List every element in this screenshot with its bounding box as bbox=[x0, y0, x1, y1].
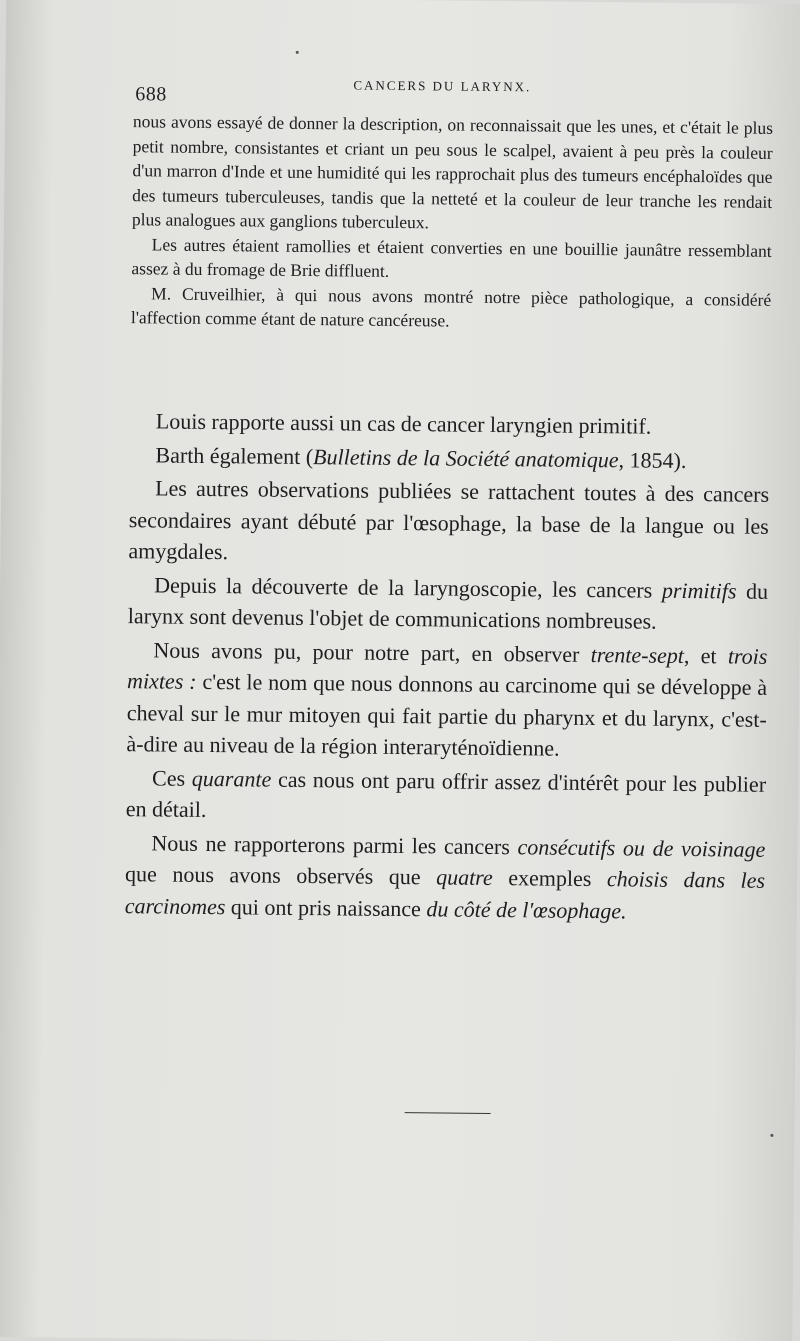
small-paragraph: nous avons essayé de donner la description, on reconnaissait que les unes, et c'était le plus petit nombre, consistantes et criant un peu sous le scalpel, avaient à peu près la couleur d'un marron d'Inde et une humidité qui les rapprochait plus des tumeurs encéphaloïdes que des tumeurs tuberculeuses, tandis que la netteté et la couleur de leur tranche les rendait plus analogues aux ganglions tuberculeux. bbox=[131, 111, 774, 233]
text-run: que nous avons observés que bbox=[124, 861, 437, 890]
ink-spot bbox=[770, 1134, 773, 1137]
small-print-block bbox=[131, 109, 773, 336]
italic-term: trois mixtes : bbox=[127, 642, 768, 694]
text-run: du larynx sont devenus l'objet de communications nombreuses. bbox=[127, 578, 769, 634]
text-run: qui ont pris naissance bbox=[225, 893, 427, 921]
main-text-block bbox=[125, 405, 770, 930]
small-paragraph: Les autres étaient ramollies et étaient converties en une bouillie jaunâtre ressemblant assez à du fromage de Brie diffluent. bbox=[131, 233, 772, 281]
italic-term: choisis dans les carcinomes bbox=[124, 866, 766, 919]
italic-term: trente-sept bbox=[590, 641, 685, 668]
paragraph bbox=[126, 762, 767, 832]
text-run: , et bbox=[683, 642, 729, 668]
paragraph bbox=[126, 634, 767, 767]
italic-term: consécutifs ou de voisinage bbox=[517, 833, 766, 862]
text-run: Ces bbox=[151, 764, 192, 791]
paragraph bbox=[129, 439, 769, 477]
text-run: cas nous ont paru offrir assez d'intérêt pour les publier en détail. bbox=[125, 766, 767, 822]
paragraph bbox=[128, 569, 769, 639]
small-paragraph: M. Cruveilhier, à qui nous avons montré notre pièce pathologique, a considéré l'affection comme étant de nature cancéreuse. bbox=[130, 282, 772, 331]
italic-term: quarante bbox=[191, 765, 272, 792]
text-run: Depuis la découverte de la laryngoscopie, les cancers bbox=[154, 571, 663, 603]
text-run: c'est le nom que nous donnons au carcinome qui se développe à cheval sur le mur mitoyen qui fait partie du pharynx et du larynx, c'est-à-dire au niveau de la région interaryténoïdienne. bbox=[126, 668, 768, 761]
paragraph: Les autres observations publiées se rattachent toutes à des cancers secondaires ayant débuté par l'œsophage, la base de la langue ou les amygdales. bbox=[128, 475, 770, 565]
closing-rule bbox=[405, 1112, 491, 1114]
paragraph bbox=[125, 827, 766, 928]
page-number: 688 bbox=[135, 83, 167, 106]
text-run: exemples bbox=[492, 864, 608, 892]
text-run: Barth également ( bbox=[155, 441, 314, 469]
paragraph: Louis rapporte aussi un cas de cancer laryngien primitif. bbox=[155, 408, 652, 439]
italic-term: du côté de l'œsophage. bbox=[426, 895, 627, 923]
italic-citation: Bulletins de la Société anatomique bbox=[312, 443, 619, 472]
ink-spot bbox=[296, 51, 299, 54]
text-run: Nous avons pu, pour notre part, en observer bbox=[153, 636, 591, 667]
running-head: CANCERS DU LARYNX. bbox=[353, 77, 532, 95]
italic-term: quatre bbox=[436, 864, 493, 890]
italic-term: primitifs bbox=[661, 577, 737, 604]
text-run: Nous ne rapporterons parmi les cancers bbox=[151, 829, 518, 859]
text-run: , 1854). bbox=[618, 446, 687, 473]
